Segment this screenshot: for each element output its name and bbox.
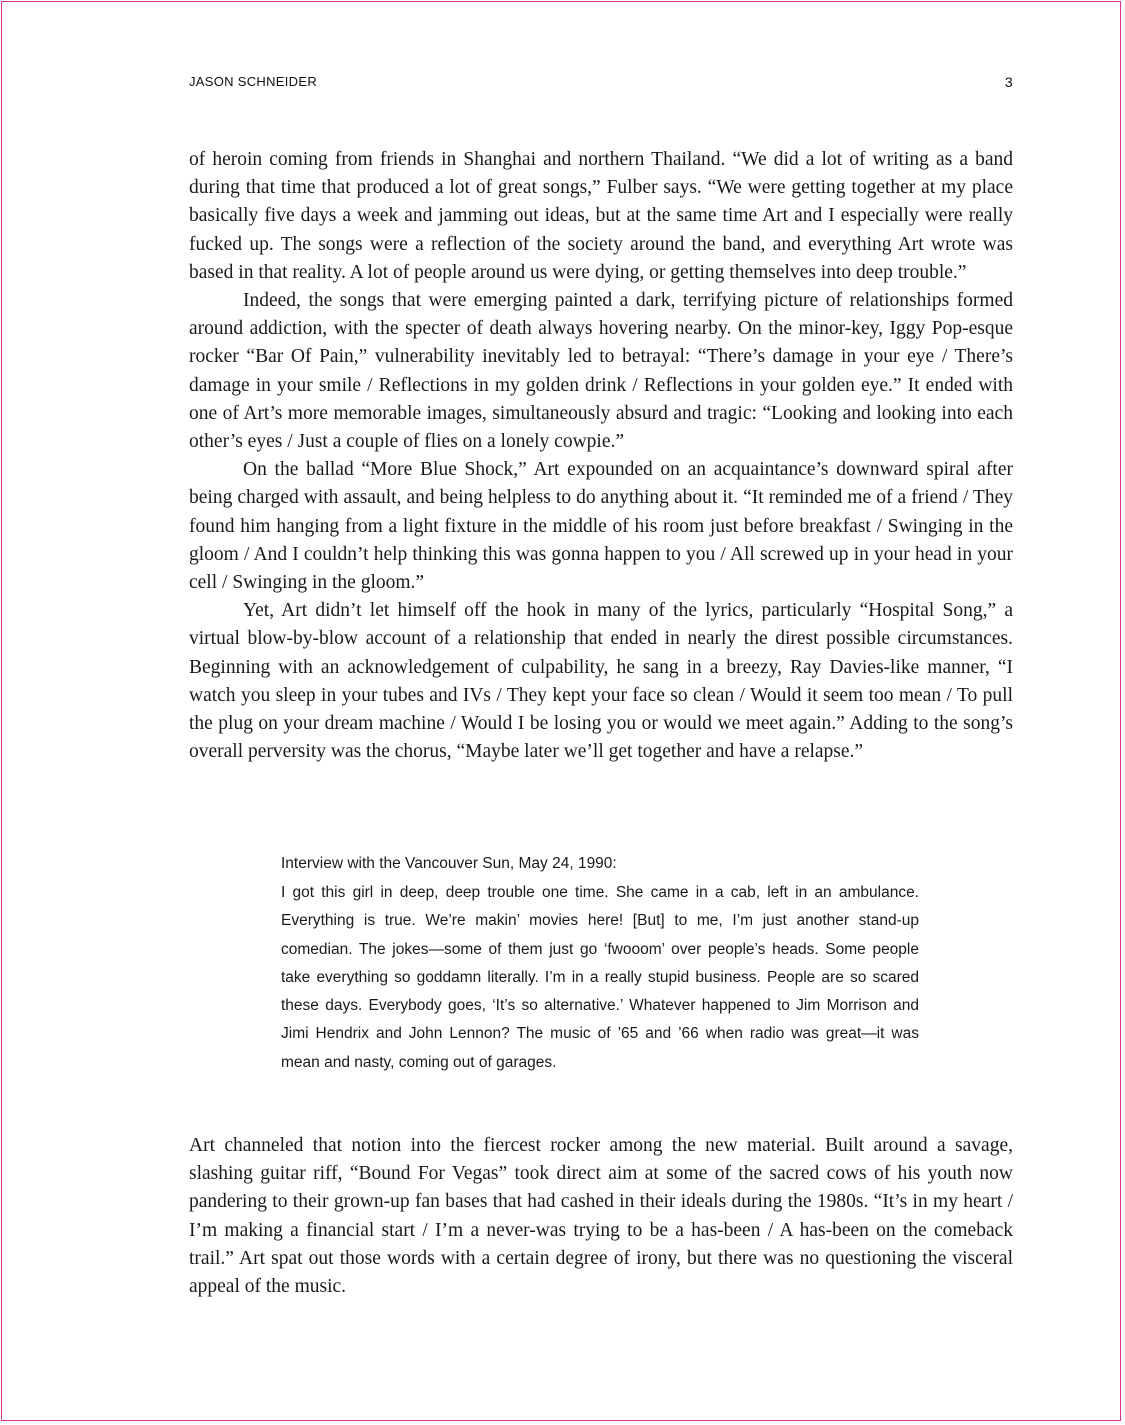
quote-text: I got this girl in deep, deep trouble one time. She came in a cab, left in an ambulance. Everything is true. We’re makin’ movies here! [But] to me, I’m just another stand-up comedian. The jokes—some of them just go ‘fwooom’ over people’s heads. Some people take everything so goddamn literally. I’m in a really stupid business. People are so scared these days. Everybody goes, ‘It’s so alternative.’ Whatever happened to Jim Morrison and Jimi Hendrix and John Lennon? The music of ’65 and ’66 when radio was great—it was mean and nasty, coming out of garages.	[281, 884, 919, 1071]
closing-body-text	[189, 1132, 1013, 1301]
running-head-author: JASON SCHNEIDER	[189, 74, 318, 89]
closing-paragraph: Art channeled that notion into the fiercest rocker among the new material. Built around a savage, slashing guitar riff, “Bound For Vegas” took direct aim at some of the sacred cows of his youth now pandering to their grown-up fan bases that had cashed in their ideals during the 1980s. “It’s in my heart / I’m making a financial start / I’m a never-was trying to be a has-been / A has-been on the comeback trail.” Art spat out those words with a certain degree of irony, but there was no questioning the visceral appeal of the music.	[189, 1135, 1013, 1298]
quote-source: Interview with the Vancouver Sun, May 24, 1990:	[281, 855, 617, 872]
paragraph: of heroin coming from friends in Shanghai and northern Thailand. “We did a lot of writing as a band during that time that produced a lot of great songs,” Fulber says. “We were getting together at my place basically five days a week and jamming out ideas, but at the same time Art and I especially were really fucked up. The songs were a reflection of the society around the band, and everything Art wrote was based in that reality. A lot of people around us were dying, or getting themselves into deep trouble.”	[189, 149, 1013, 283]
body-text	[189, 146, 1013, 766]
paragraph: Indeed, the songs that were emerging painted a dark, terrifying picture of relationships formed around addiction, with the specter of death always hovering nearby. On the minor-key, Iggy Pop-esque rocker “Bar Of Pain,” vulnerability inevitably led to betrayal: “There’s damage in your eye / There’s damage in your smile / Reflections in my golden drink / Reflections in your golden eye.” It ended with one of Art’s more memorable images, simultaneously absurd and tragic: “Looking and looking into each other’s eyes / Just a couple of flies on a lonely cowpie.”	[189, 290, 1013, 453]
paragraph: Yet, Art didn’t let himself off the hook in many of the lyrics, particularly “Hospital Song,” a virtual blow-by-blow account of a relationship that ended in nearly the direst possible circumstances. Beginning with an acknowledgement of culpability, he sang in a breezy, Ray Davies-like manner, “I watch you sleep in your tubes and IVs / They kept your face so clean / Would it seem too mean / To pull the plug on your dream machine / Would I be losing you or would we meet again.” Adding to the song’s overall perversity was the chorus, “Maybe later we’ll get together and have a relapse.”	[189, 600, 1013, 763]
page-number: 3	[1004, 74, 1013, 90]
paragraph: On the ballad “More Blue Shock,” Art expounded on an acquaintance’s downward spiral after being charged with assault, and being helpless to do anything about it. “It reminded me of a friend / They found him hanging from a light fixture in the middle of his room just before breakfast / Swinging in the gloom / And I couldn’t help thinking this was gonna happen to you / All screwed up in your head in your cell / Swinging in the gloom.”	[189, 459, 1013, 594]
block-quote	[281, 853, 919, 1077]
running-head	[189, 74, 1013, 94]
